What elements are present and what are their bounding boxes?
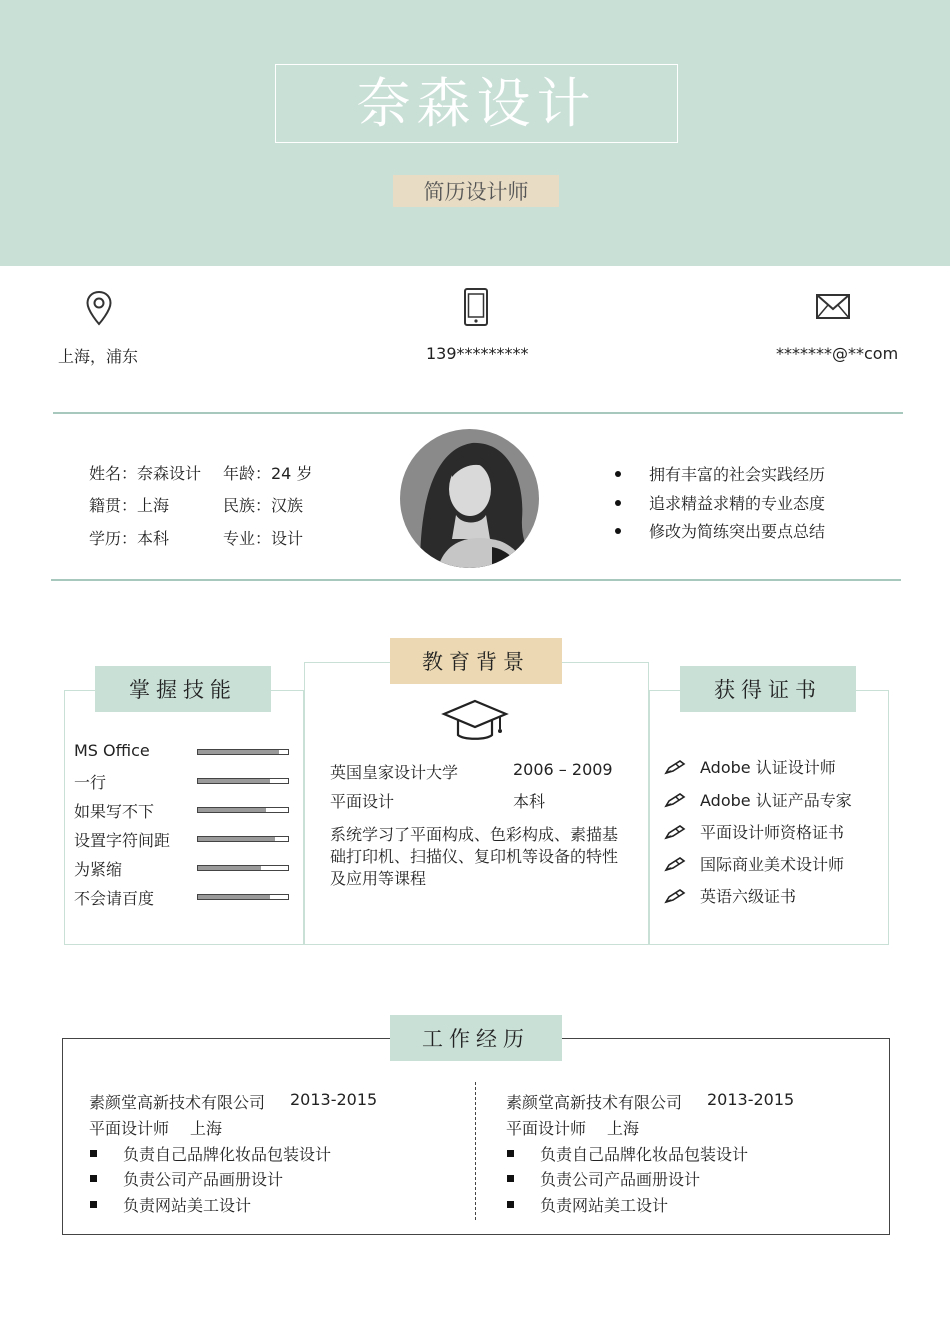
bullet-square [507, 1175, 514, 1182]
skill-label: 为紧缩 [74, 860, 123, 879]
skill-bar [197, 836, 289, 842]
certificate-text: 国际商业美术设计师 [700, 855, 845, 874]
divider-middle [51, 579, 901, 581]
work-duty [90, 1167, 283, 1190]
certificate-item [664, 820, 844, 843]
skill-bar-fill [198, 750, 279, 754]
info-ethnicity: 民族：汉族 [223, 496, 304, 515]
certificate-text: Adobe 认证产品专家 [700, 791, 852, 810]
certificate-text: 英语六级证书 [700, 887, 797, 906]
work-period: 2013-2015 [707, 1090, 795, 1109]
education-title: 教育背景 [390, 638, 562, 684]
work-period: 2013-2015 [290, 1090, 378, 1109]
skill-label: 设置字符间距 [74, 831, 171, 850]
skill-label: MS Office [74, 741, 150, 760]
pen-icon [664, 759, 686, 775]
pen-icon [664, 824, 686, 840]
skill-bar-fill [198, 808, 266, 812]
work-duty-text: 负责自己品牌化妆品包装设计 [123, 1145, 332, 1164]
work-duty-text: 负责自己品牌化妆品包装设计 [540, 1145, 749, 1164]
info-age: 年龄：24 岁 [223, 464, 313, 483]
skill-label: 一行 [74, 773, 107, 792]
skill-bar-fill [198, 779, 270, 783]
work-duty [507, 1167, 700, 1190]
bullet-square [507, 1201, 514, 1208]
work-duty-text: 负责公司产品画册设计 [540, 1170, 701, 1189]
skill-bar [197, 894, 289, 900]
pen-icon [664, 888, 686, 904]
skill-bar [197, 865, 289, 871]
edu-description: 系统学习了平面构成、色彩构成、素描基础打印机、扫描仪、复印机等设备的特性及应用等课程 [330, 825, 619, 888]
work-duty [507, 1193, 668, 1216]
skill-bar-fill [198, 866, 261, 870]
highlight-item [615, 519, 825, 542]
edu-school: 英国皇家设计大学 [330, 763, 459, 782]
divider-top [53, 412, 903, 414]
edu-degree: 本科 [513, 792, 546, 811]
contact-phone: 139********* [426, 344, 529, 363]
highlight-item [615, 491, 825, 514]
graduation-cap-icon [440, 697, 510, 743]
certificate-text: Adobe 认证设计师 [700, 758, 836, 777]
skill-bar [197, 807, 289, 813]
info-name: 姓名：奈森设计 [89, 464, 202, 483]
work-position: 平面设计师 [506, 1119, 587, 1138]
work-duty-text: 负责公司产品画册设计 [123, 1170, 284, 1189]
info-major: 专业：设计 [223, 529, 304, 548]
contact-email: *******@**com [776, 344, 899, 363]
work-title: 工作经历 [390, 1015, 562, 1061]
skill-bar-fill [198, 895, 270, 899]
bullet-dot [615, 528, 621, 534]
work-company: 素颜堂高新技术有限公司 [89, 1093, 266, 1112]
bullet-square [90, 1175, 97, 1182]
certificate-item [664, 852, 844, 875]
certificate-item [664, 755, 836, 778]
bullet-dot [615, 471, 621, 477]
highlight-text: 修改为简练突出要点总结 [649, 522, 826, 541]
work-duty [90, 1193, 251, 1216]
work-duty-text: 负责网站美工设计 [540, 1196, 669, 1215]
work-divider [475, 1082, 476, 1220]
certificate-item [664, 788, 852, 811]
skill-label: 如果写不下 [74, 802, 155, 821]
name-frame [275, 64, 678, 143]
skill-bar-fill [198, 837, 275, 841]
contact-location: 上海，浦东 [58, 347, 139, 366]
info-hometown: 籍贯：上海 [89, 496, 170, 515]
bullet-square [90, 1201, 97, 1208]
highlight-text: 追求精益求精的专业态度 [649, 494, 826, 513]
work-duty-text: 负责网站美工设计 [123, 1196, 252, 1215]
envelope-icon [811, 285, 855, 329]
skill-label: 不会请百度 [74, 889, 155, 908]
work-company: 素颜堂高新技术有限公司 [506, 1093, 683, 1112]
certificates-title: 获得证书 [680, 666, 856, 712]
info-education: 学历：本科 [89, 529, 170, 548]
work-duty [90, 1142, 331, 1165]
bullet-square [507, 1150, 514, 1157]
bullet-dot [615, 500, 621, 506]
work-position: 平面设计师 [89, 1119, 170, 1138]
certificate-item [664, 884, 796, 907]
work-city: 上海 [607, 1119, 640, 1138]
bullet-square [90, 1150, 97, 1157]
skill-bar [197, 778, 289, 784]
pen-icon [664, 856, 686, 872]
edu-period: 2006 – 2009 [513, 760, 613, 779]
skill-bar [197, 749, 289, 755]
role-badge: 简历设计师 [393, 175, 559, 207]
certificate-text: 平面设计师资格证书 [700, 823, 845, 842]
highlight-item [615, 462, 825, 485]
pen-icon [664, 792, 686, 808]
resume-name: 奈森设计 [356, 71, 597, 135]
work-duty [507, 1142, 748, 1165]
skills-title: 掌握技能 [95, 666, 271, 712]
highlight-text: 拥有丰富的社会实践经历 [649, 465, 826, 484]
edu-major: 平面设计 [330, 792, 395, 811]
location-pin-icon [77, 286, 121, 330]
profile-photo [400, 429, 539, 568]
phone-icon [454, 285, 498, 329]
work-city: 上海 [190, 1119, 223, 1138]
